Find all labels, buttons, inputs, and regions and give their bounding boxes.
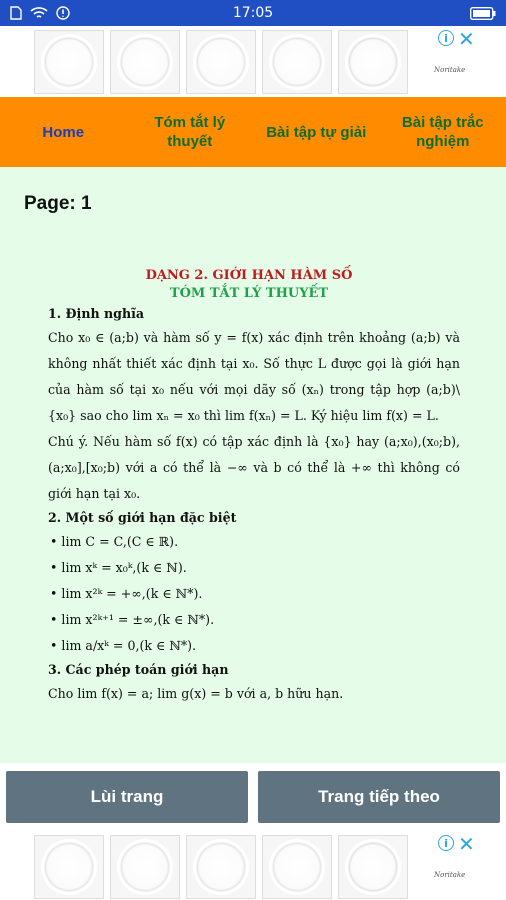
ad-close-icon[interactable]: ✕ [458,27,475,51]
limit-item: • lim x²ᵏ⁺¹ = ±∞,(k ∈ ℕ*). [50,612,215,627]
status-bar [0,0,506,26]
ad-banner-top[interactable] [0,26,506,98]
plate-image [110,30,180,94]
tab-self-exercises[interactable]: Bài tập tự giải [266,123,367,141]
plate-image [34,30,104,94]
pagination-bar [0,763,506,831]
battery-icon [470,7,496,20]
section-heading: 2. Một số giới hạn đặc biệt [48,510,237,525]
section-heading: 3. Các phép toán giới hạn [48,662,229,677]
tab-multiple-choice[interactable]: Bài tập trắc nghiệm [401,114,484,150]
ad-banner-bottom[interactable] [0,831,506,900]
plate-image [262,835,332,899]
plate-image [338,30,408,94]
ad-brand: Noritake [434,66,466,74]
tab-theory-summary[interactable]: Tóm tắt lý thuyết [154,114,226,150]
plate-image [34,835,104,899]
plate-image [110,835,180,899]
definition-paragraph: Cho x₀ ∈ (a;b) và hàm số y = f(x) xác định trên khoảng (a;b) và không nhất thiết xác định tại x₀. Số thực L được gọi là giới hạn của hàm số tại x₀ nếu với mọi dãy số (xₙ) trong tập hợp (a;b)\{x₀} sao cho lim xₙ = x₀ thì lim f(xₙ) = L. Ký hiệu lim f(x) = L. [48,330,460,423]
next-page-button[interactable]: Trang tiếp theo [258,771,500,823]
top-navigation [0,97,506,167]
operations-paragraph: Cho lim f(x) = a; lim g(x) = b với a, b hữu hạn. [48,686,344,701]
ad-info-icon[interactable]: i [438,30,454,46]
document-title: DẠNG 2. GIỚI HẠN HÀM SỐ [145,268,353,283]
note-paragraph: Chú ý. Nếu hàm số f(x) có tập xác định là {x₀} hay (a;x₀),(x₀;b),(a;x₀],[x₀;b) với a có thể là −∞ và b có thể là +∞ thì không có giới hạn tại x₀. [48,434,460,501]
plate-image [262,30,332,94]
limit-item: • lim C = C,(C ∈ ℝ). [50,534,179,549]
limit-item: • lim xᵏ = x₀ᵏ,(k ∈ ℕ). [50,560,187,575]
ad-close-icon[interactable]: ✕ [458,832,475,856]
alert-icon [56,6,70,20]
tab-home[interactable]: Home [42,123,85,141]
page-label: Page: 1 [24,193,92,214]
limit-item: • lim a/xᵏ = 0,(k ∈ ℕ*). [50,638,197,653]
sim-card-icon [10,6,22,20]
document-page [48,267,460,707]
section-heading: 1. Định nghĩa [48,306,145,321]
document-viewer[interactable] [0,167,506,763]
limit-item: • lim x²ᵏ = +∞,(k ∈ ℕ*). [50,586,203,601]
plate-image [186,30,256,94]
ad-brand: Noritake [434,871,466,879]
ad-info-icon[interactable]: i [438,835,454,851]
clock: 17:05 [232,5,274,21]
previous-page-button[interactable]: Lùi trang [6,771,248,823]
plate-image [338,835,408,899]
wifi-icon [30,6,48,20]
document-subtitle: TÓM TẮT LÝ THUYẾT [169,286,329,301]
plate-image [186,835,256,899]
